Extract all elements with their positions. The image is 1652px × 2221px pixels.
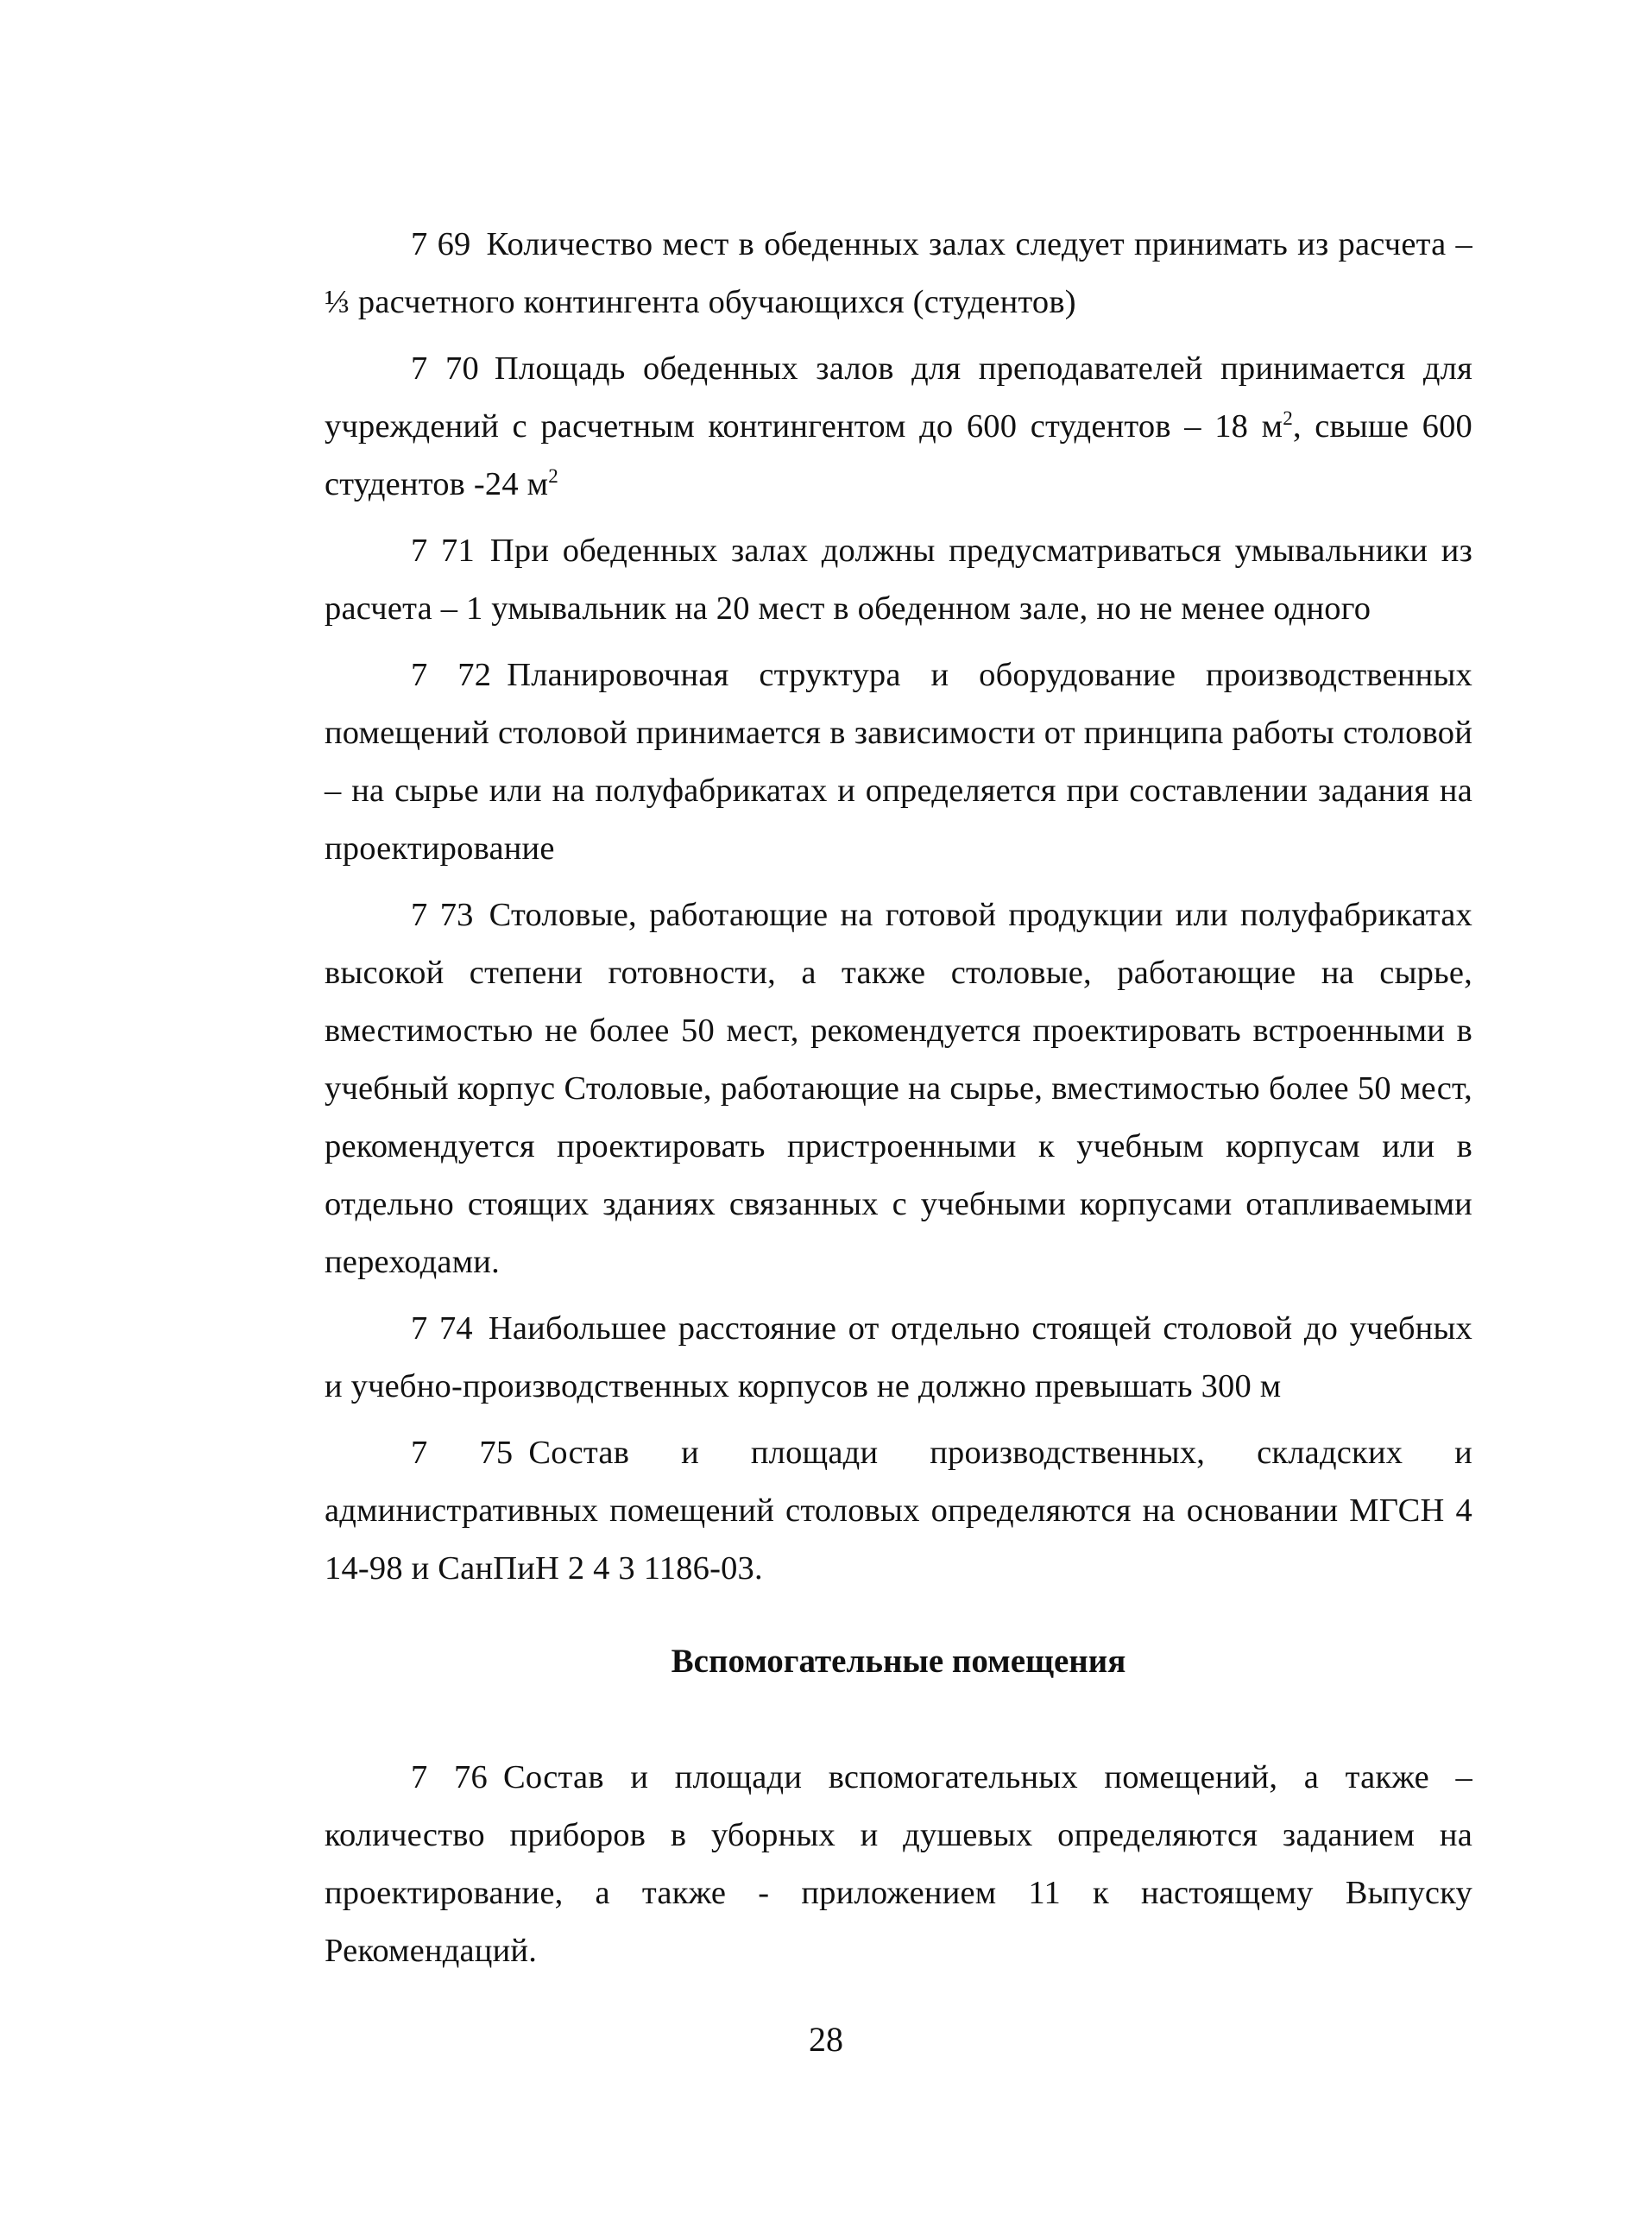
paragraph-7-75 [325,1424,1472,1598]
paragraph-text: Планировочная структура и оборудование производственных помещений столовой принимается в зависимости от принципа работы столовой – на сырье или на полуфабрикатах и определяется при составлении задания на проектирование [325,657,1472,867]
paragraph-number: 7 71 [411,533,475,569]
page-content [325,216,1472,1989]
paragraph-text: Площадь обеденных залов для преподавателей принимается для учреждений с расчетным контингентом до 600 студентов – 18 м [325,350,1472,445]
paragraph-text: Столовые, работающие на готовой продукции или полуфабрикатах высокой степени готовности, а также столовые, работающие на сырье, вместимостью не более 50 мест, рекомендуется проектировать встроенными в учебный корпус Столовые, работающие на сырье, вместимостью более 50 мест, рекомендуется проектировать пристроенными к учебным корпусам или в отдельно стоящих зданиях связанных с учебными корпусами отапливаемыми переходами. [325,897,1472,1280]
paragraph-number: 7 70 [411,350,479,387]
paragraph-text: Наибольшее расстояние от отдельно стоящей столовой до учебных и учебно-производственных корпусов не должно превышать 300 м [325,1310,1472,1404]
paragraph-number: 7 75 [411,1435,514,1471]
paragraph-7-72 [325,647,1472,878]
paragraph-text: Состав и площади производственных, складских и административных помещений столовых определяются на основании МГСН 4 14-98 и СанПиН 2 4 3 1186-03. [325,1435,1472,1587]
paragraph-number: 7 74 [411,1310,473,1347]
paragraph-number: 7 76 [411,1759,488,1795]
superscript: 2 [548,464,558,488]
paragraph-7-74 [325,1300,1472,1416]
paragraph-number: 7 69 [411,226,471,262]
paragraph-text: , свыше 600 студентов -24 м [325,408,1472,502]
section-heading: Вспомогательные помещения [671,1643,1126,1680]
paragraph-number: 7 73 [411,897,474,933]
paragraph-text: При обеденных залах должны предусматриваться умывальники из расчета – 1 умывальник на 20 мест в обеденном зале, но не менее одного [325,533,1472,627]
paragraph-number: 7 72 [411,657,492,693]
paragraph-7-69 [325,216,1472,331]
paragraph-text: Количество мест в обеденных залах следует принимать из расчета – ⅓ расчетного контингента обучающихся (студентов) [325,226,1472,320]
paragraph-7-70 [325,340,1472,514]
paragraph-text: Состав и площади вспомогательных помещений, а также – количество приборов в уборных и душевых определяются заданием на проектирование, а также - приложением 11 к настоящему Выпуску Рекомендаций. [325,1759,1472,1969]
superscript: 2 [1283,407,1293,430]
paragraph-7-73 [325,887,1472,1291]
paragraph-7-71 [325,522,1472,638]
page-number: 28 [809,2020,843,2059]
paragraph-7-76 [325,1749,1472,1980]
